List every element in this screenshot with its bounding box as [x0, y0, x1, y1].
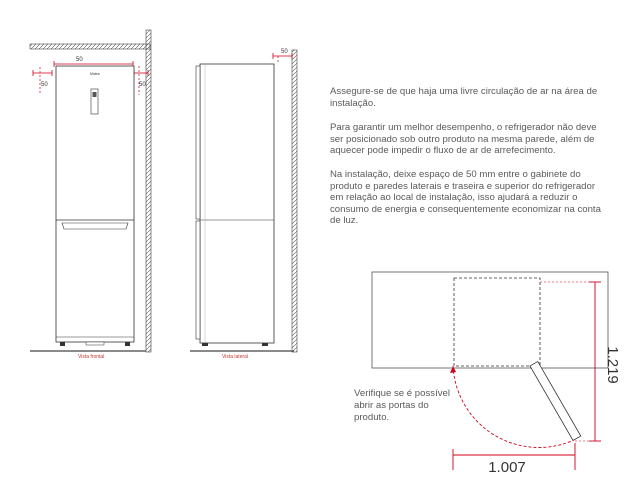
- side-view-caption: Vista lateral: [222, 354, 249, 360]
- front-left-gap-label: 50: [41, 82, 48, 88]
- paragraph-installation-gap: Na instalação, deixe espaço de 50 mm entre o gabinete do produto e paredes laterais e traseira e superior do refrigerador em relação ao local de instalação, isso ajudará a reduzir o consumo de energia e consequentemente economizar na conta de luz.: [330, 169, 601, 227]
- side-fridge-body: [200, 64, 274, 343]
- side-view: [190, 49, 297, 360]
- front-view-caption: Vista frontal: [78, 354, 105, 360]
- width-dimension-label: 1.007: [488, 459, 526, 476]
- depth-dimension-label: 1.219: [604, 346, 621, 384]
- counter-outline: [372, 272, 608, 368]
- side-rear-wall: [292, 50, 297, 352]
- door-clearance-diagram: [372, 272, 621, 476]
- side-rear-gap-label: 50: [281, 49, 288, 55]
- front-right-wall: [146, 30, 151, 352]
- front-brand-logo: Midea: [90, 72, 100, 76]
- front-ceiling: [30, 44, 150, 49]
- front-view: [30, 30, 151, 360]
- fridge-footprint: [454, 278, 540, 366]
- front-top-gap-label: 50: [76, 57, 83, 63]
- front-right-gap-label: 50: [139, 82, 146, 88]
- paragraph-air-circulation: Assegure-se de que haja uma livre circulação de ar na área de instalação.: [330, 86, 598, 109]
- door-check-note: Verifique se é possível abrir as portas do produto.: [354, 388, 450, 423]
- paragraph-performance: Para garantir um melhor desempenho, o refrigerador não deve ser posicionado sob outro produto na mesma parede, além de aquecer pode impedir o fluxo de ar de arrefecimento.: [330, 122, 597, 157]
- open-door: [530, 362, 581, 441]
